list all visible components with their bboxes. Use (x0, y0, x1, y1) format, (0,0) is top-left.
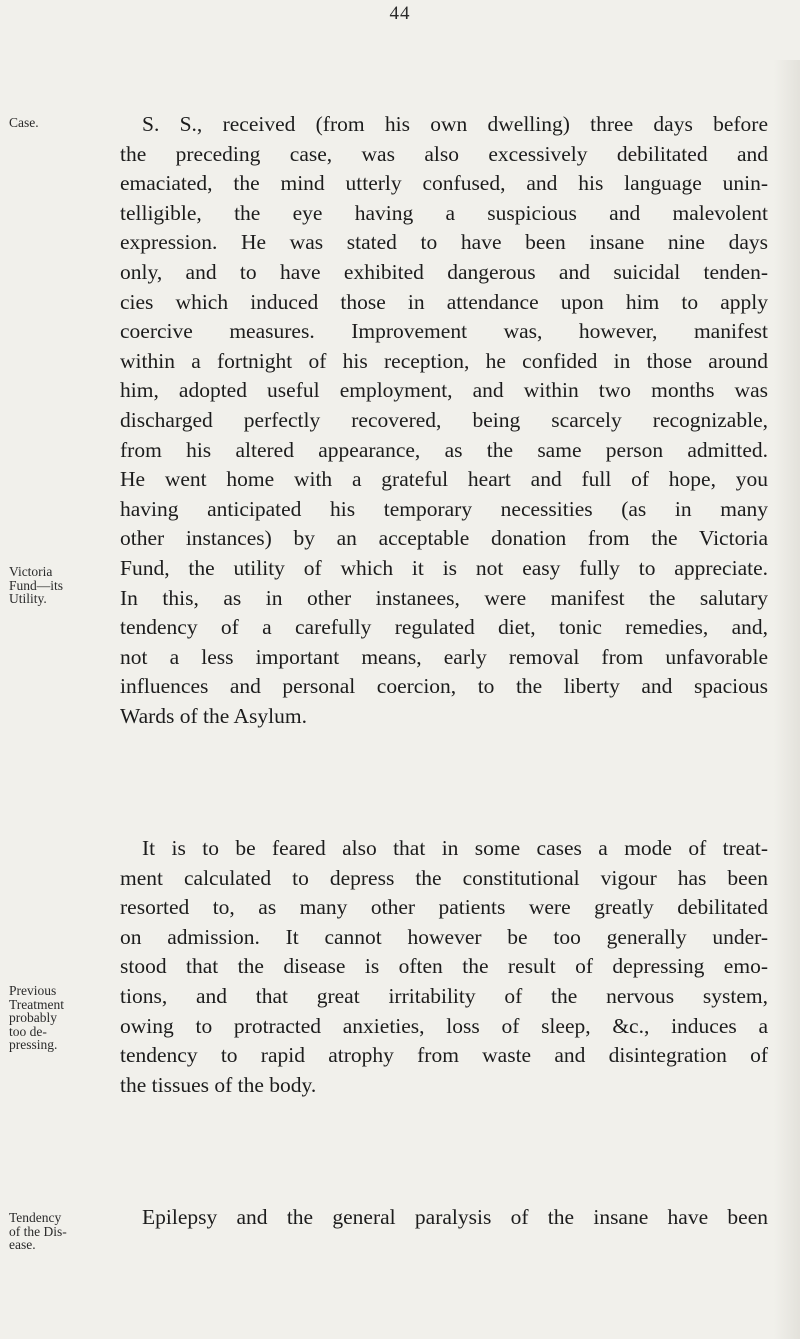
paragraph-epilepsy (120, 1203, 768, 1233)
margin-note-line: Fund—its (9, 577, 64, 593)
text-line: resorted to, as many other patients were greatly debilitated (120, 895, 768, 920)
margin-note-tendency (9, 1211, 101, 1252)
text-line: him, adopted useful employment, and within two months was (120, 378, 768, 403)
text-line: other instances) by an acceptable donation from the Victoria (120, 526, 768, 551)
text-line: the tissues of the body. (120, 1072, 317, 1097)
text-line: stood that the disease is often the result of depressing emo- (120, 954, 768, 979)
text-line: Epilepsy and the general paralysis of the insane have been (142, 1205, 768, 1229)
text-line: ment calculated to depress the constitutional vigour has been (120, 865, 768, 890)
margin-note-line: of the Dis- (9, 1223, 67, 1239)
text-line: He went home with a grateful heart and full of hope, you (120, 467, 768, 492)
margin-note-line: Treatment (9, 996, 64, 1012)
text-line: having anticipated his temporary necessities (as in many (120, 496, 768, 521)
text-line: S. S., received (from his own dwelling) three days before (142, 112, 768, 136)
text-line: only, and to have exhibited dangerous and suicidal tenden- (120, 259, 768, 284)
text-line: telligible, the eye having a suspicious and malevolent (120, 200, 768, 225)
margin-note-victoria-fund (9, 565, 101, 606)
text-line: It is to be feared also that in some cases a mode of treat- (142, 836, 768, 860)
text-line: In this, as in other instanees, were manifest the salutary (120, 585, 768, 610)
text-line: within a fortnight of his reception, he confided in those around (120, 348, 768, 373)
margin-note-line: Tendency (9, 1210, 62, 1225)
text-line: the preceding case, was also excessively debilitated and (120, 141, 768, 166)
margin-note-line: too de- (9, 1023, 47, 1039)
text-line: on admission. It cannot however be too generally under- (120, 924, 768, 949)
text-line: tendency of a carefully regulated diet, tonic remedies, and, (120, 615, 768, 640)
text-line: tions, and that great irritability of the nervous system, (120, 983, 768, 1008)
text-line: expression. He was stated to have been insane nine days (120, 230, 768, 255)
text-line: Wards of the Asylum. (120, 703, 307, 728)
margin-note-case (9, 116, 101, 130)
page-number: 44 (389, 3, 411, 24)
paragraph-treatment (120, 834, 768, 1100)
text-line: Fund, the utility of which it is not easy fully to appreciate. (120, 555, 768, 580)
paragraph-case-ss (120, 110, 768, 731)
margin-note-line: probably (9, 1010, 57, 1025)
text-line: emaciated, the mind utterly confused, and his language unin- (120, 171, 768, 196)
text-line: influences and personal coercion, to the liberty and spacious (120, 674, 768, 699)
text-line: not a less important means, early removal from unfavorable (120, 644, 768, 669)
margin-note-line: ease. (9, 1237, 36, 1252)
text-line: owing to protracted anxieties, loss of sleep, &c., induces a (120, 1013, 768, 1038)
margin-note-line: Utility. (9, 591, 47, 606)
margin-note-line: pressing. (9, 1037, 58, 1052)
page-edge-shadow (774, 60, 800, 1339)
text-line: cies which induced those in attendance upon him to apply (120, 289, 768, 314)
margin-note-line: Victoria (9, 564, 53, 579)
text-line: coercive measures. Improvement was, however, manifest (120, 319, 768, 344)
margin-note-line: Case. (9, 115, 39, 130)
margin-note-line: Previous (9, 983, 57, 998)
text-line: discharged perfectly recovered, being scarcely recognizable, (120, 407, 768, 432)
text-line: from his altered appearance, as the same person admitted. (120, 437, 768, 462)
margin-note-previous-treatment (9, 984, 101, 1052)
text-line: tendency to rapid atrophy from waste and disintegration of (120, 1043, 768, 1068)
